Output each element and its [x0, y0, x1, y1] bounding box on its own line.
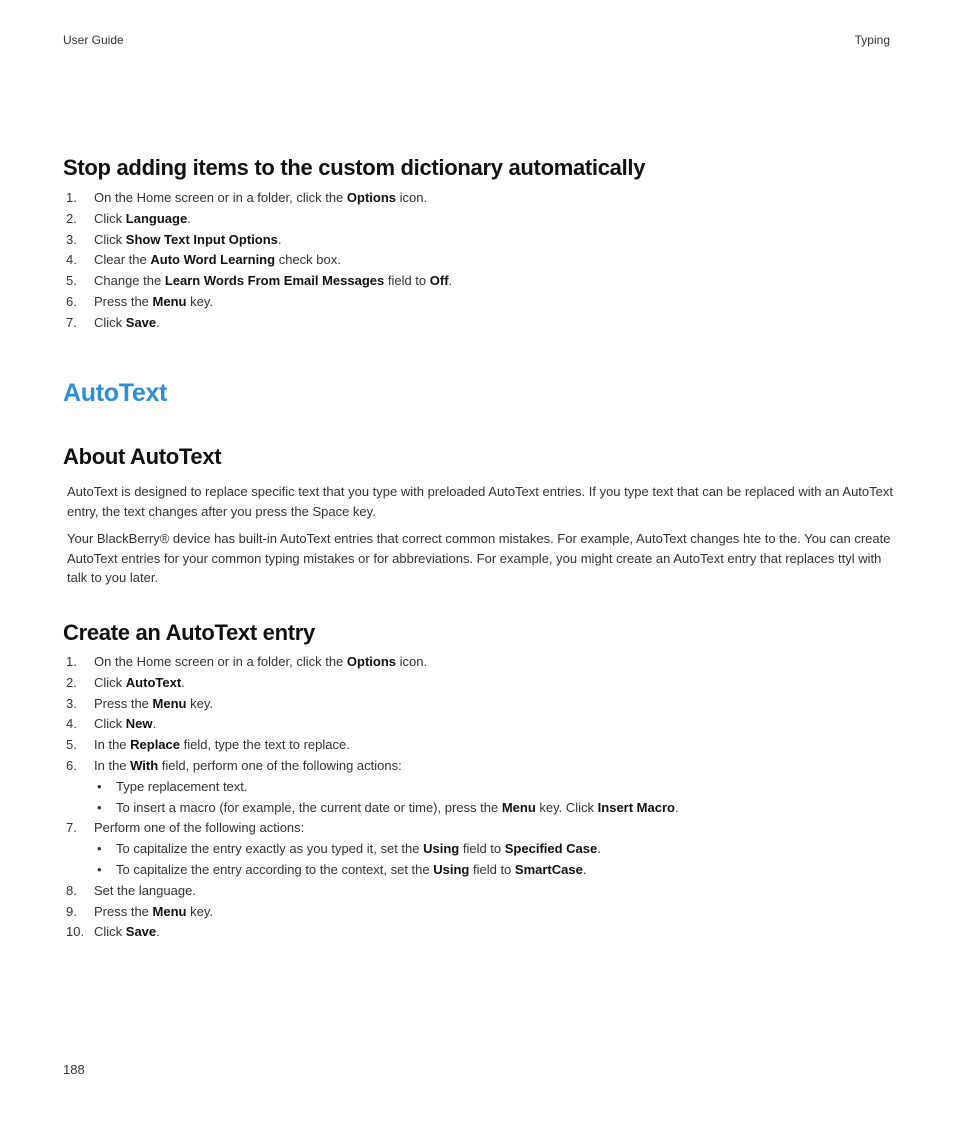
ui-term: Show Text Input Options: [125, 231, 278, 247]
ui-term: Replace: [130, 737, 181, 753]
step-text: Press the: [94, 293, 153, 309]
step-text: Click: [94, 231, 126, 247]
step-text: .: [181, 674, 185, 690]
step-number: 6.: [66, 757, 77, 773]
chapter-heading-autotext: AutoText: [63, 379, 168, 407]
step-text: In the: [94, 737, 131, 753]
step-number: 2.: [66, 674, 77, 690]
step-text: On the Home screen or in a folder, click the: [94, 654, 347, 669]
step-text: .: [277, 231, 282, 247]
ui-term: Menu: [152, 903, 187, 919]
step-text: .: [187, 210, 191, 226]
list-item: [63, 694, 679, 715]
ui-term: With: [130, 757, 159, 773]
ui-term: Learn Words From Email Messages: [164, 273, 385, 289]
page-number: 188: [63, 1062, 85, 1077]
step-text: key.: [186, 903, 213, 919]
step-text: To capitalize the entry exactly as you typed it, set the: [116, 841, 424, 857]
section-heading-create-autotext: Create an AutoText entry: [63, 620, 315, 645]
list-item: [63, 292, 452, 313]
step-text: Perform one of the following actions:: [94, 820, 305, 836]
list-item: [63, 756, 679, 777]
list-item: [63, 673, 679, 694]
step-text: To insert a macro (for example, the current date or time), press the: [116, 799, 502, 815]
list-item: [63, 313, 452, 334]
ui-term: SmartCase: [514, 861, 583, 877]
ui-term: AutoText: [125, 674, 182, 690]
step-number: 1.: [66, 190, 77, 205]
step-text: key. Click: [535, 799, 598, 815]
step-text: .: [448, 273, 453, 289]
bullet-marker: •: [97, 841, 102, 857]
list-sub-item: [63, 777, 679, 798]
running-header-left: User Guide: [63, 33, 124, 47]
step-number: 3.: [66, 231, 77, 247]
step-text: .: [582, 861, 587, 877]
list-item: [63, 881, 679, 902]
about-paragraph-2: Your BlackBerry® device has built-in AutoText entries that correct common mistakes. For example, AutoText changes hte to the. You can create AutoText entries for your common typing mistakes or for abbreviations. For example, you might create an AutoText entry that replaces ttyl with talk to you later.: [67, 531, 891, 585]
ui-term: Menu: [152, 695, 187, 711]
step-text: .: [156, 314, 160, 330]
ui-term: New: [125, 716, 153, 732]
step-text: field to: [469, 861, 515, 877]
create-autotext-steps: [63, 652, 679, 943]
step-text: Click: [94, 210, 126, 226]
step-text: .: [156, 924, 160, 940]
ui-term: Save: [125, 924, 157, 940]
step-text: field, perform one of the following actions:: [158, 757, 402, 773]
step-text: On the Home screen or in a folder, click the: [94, 190, 347, 205]
list-sub-item: [63, 839, 679, 860]
step-text: In the: [94, 757, 131, 773]
step-number: 5.: [66, 737, 77, 753]
step-text: Change the: [94, 273, 165, 289]
step-number: 1.: [66, 654, 77, 669]
bullet-marker: •: [97, 799, 102, 815]
ui-term: Insert Macro: [597, 799, 675, 815]
step-text: Click: [94, 924, 126, 940]
step-text: icon.: [396, 654, 428, 669]
ui-term: Language: [125, 210, 188, 226]
step-text: Press the: [94, 903, 153, 919]
step-text: Type replacement text.: [116, 778, 248, 794]
step-text: .: [152, 716, 157, 732]
ui-term: Specified Case: [504, 841, 598, 857]
step-number: 9.: [66, 903, 77, 919]
step-text: field to: [384, 273, 430, 289]
step-number: 2.: [66, 210, 77, 226]
bullet-marker: •: [97, 861, 102, 877]
list-item: [63, 188, 452, 209]
step-text: icon.: [396, 190, 428, 205]
ui-term: Menu: [152, 293, 187, 309]
step-text: Click: [94, 674, 126, 690]
list-sub-item: [63, 860, 679, 881]
list-sub-item: [63, 798, 679, 819]
step-number: 5.: [66, 273, 77, 289]
about-paragraph-1: AutoText is designed to replace specific text that you type with preloaded AutoText entries. If you type text that can be replaced with an AutoText entry, the text changes after you press the Space key.: [67, 484, 893, 519]
step-text: Click: [94, 314, 126, 330]
ui-term: Off: [429, 273, 449, 289]
step-text: Click: [94, 716, 126, 732]
ui-term: Options: [346, 654, 397, 669]
ui-term: Options: [346, 190, 397, 205]
list-item: [63, 209, 452, 230]
list-item: [63, 735, 679, 756]
step-text: field, type the text to replace.: [180, 737, 350, 753]
step-text: Set the language.: [94, 882, 196, 898]
bullet-marker: •: [97, 778, 102, 794]
step-number: 3.: [66, 695, 77, 711]
stop-adding-steps: [63, 188, 452, 334]
list-item: [63, 818, 679, 839]
step-number: 6.: [66, 293, 77, 309]
ui-term: Using: [423, 841, 460, 857]
ui-term: Auto Word Learning: [150, 252, 276, 268]
step-number: 7.: [66, 820, 77, 836]
ui-term: Save: [125, 314, 157, 330]
section-heading-about-autotext: About AutoText: [63, 444, 222, 469]
ui-term: Menu: [501, 799, 536, 815]
step-text: .: [597, 841, 601, 857]
list-item: [63, 714, 679, 735]
step-text: .: [674, 799, 679, 815]
step-text: key.: [186, 293, 213, 309]
step-text: Clear the: [94, 252, 151, 268]
section-heading-stop-adding: Stop adding items to the custom dictionary automatically: [63, 155, 646, 180]
list-item: [63, 902, 679, 923]
list-item: [63, 230, 452, 251]
list-item: [63, 271, 452, 292]
step-number: 8.: [66, 882, 77, 898]
step-number: 4.: [66, 716, 77, 732]
step-text: key.: [186, 695, 213, 711]
step-text: Press the: [94, 695, 153, 711]
step-text: check box.: [275, 252, 341, 268]
list-item: [63, 250, 452, 271]
running-header-right: Typing: [854, 33, 890, 47]
ui-term: Using: [433, 861, 470, 877]
step-text: field to: [459, 841, 505, 857]
step-number: 7.: [66, 314, 77, 330]
step-number: 4.: [66, 252, 77, 268]
list-item: [63, 652, 679, 673]
step-number: 10.: [66, 924, 85, 940]
list-item: [63, 922, 679, 943]
step-text: To capitalize the entry according to the context, set the: [116, 861, 434, 877]
